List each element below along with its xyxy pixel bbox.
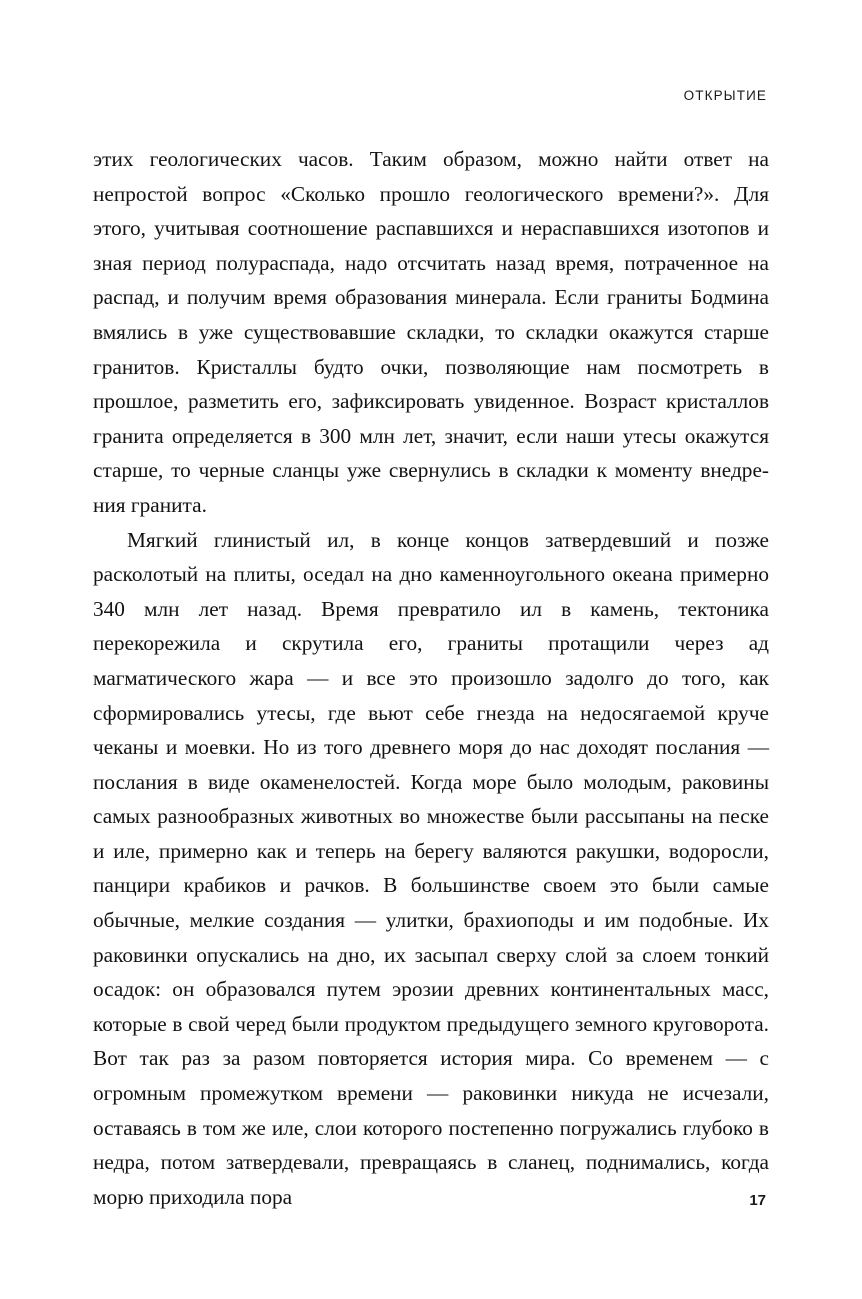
page-number: 17 bbox=[749, 1192, 766, 1209]
running-head: ОТКРЫТИЕ bbox=[683, 88, 767, 103]
body-text-column bbox=[93, 142, 769, 1214]
paragraph: этих геологических часов. Таким образом, можно найти ответ на непростой вопрос «Сколько прошло геологического времени?». Для этого, учитывая соотношение распавшихся и нераспавшихся изотопов и зная период полураспада, надо отсчитать назад время, потраченное на распад, и получим время образования минерала. Если граниты Бодмина вмялись в уже существовавшие складки, то складки окажутся старше гранитов. Кристаллы будто очки, позволяющие нам посмотреть в прошлое, разметить его, зафиксировать увиденное. Возраст кристаллов гранита определяется в 300 млн лет, значит, если наши утесы окажутся старше, то черные сланцы уже свернулись в складки к моменту внедрения гранита. bbox=[93, 147, 769, 517]
paragraph: Мягкий глинистый ил, в конце концов затвердевший и позже расколотый на плиты, оседал на дно каменноугольного океана примерно 340 млн лет назад. Время превратило ил в камень, тектоника перекорежила и скрутила его, граниты протащили через ад магматического жара — и все это произошло задолго до того, как сформировались утесы, где вьют себе гнезда на недосягаемой круче чеканы и моевки. Но из того древнего моря до нас доходят послания — послания в виде окаменелостей. Когда море было молодым, раковины самых разнообразных животных во множестве были рассыпаны на песке и иле, примерно как и теперь на берегу валяются ракушки, водоросли, панцири крабиков и рачков. В большинстве своем это были самые обычные, мелкие создания — улитки, брахиоподы и им подобные. Их раковинки опускались на дно, их засыпал сверху слой за слоем тонкий осадок: он образовался путем эрозии древних континентальных масс, которые в свой черед были продуктом предыдущего земного круговорота. Вот так раз за разом повторяется история мира. Со временем — с огромным промежутком времени — раковинки никуда не исчезали, оставаясь в том же иле, слои которого постепенно погружались глубоко в недра, потом затвердевали, превращаясь в сланец, поднимались, когда морю приходила пора bbox=[93, 527, 769, 1209]
